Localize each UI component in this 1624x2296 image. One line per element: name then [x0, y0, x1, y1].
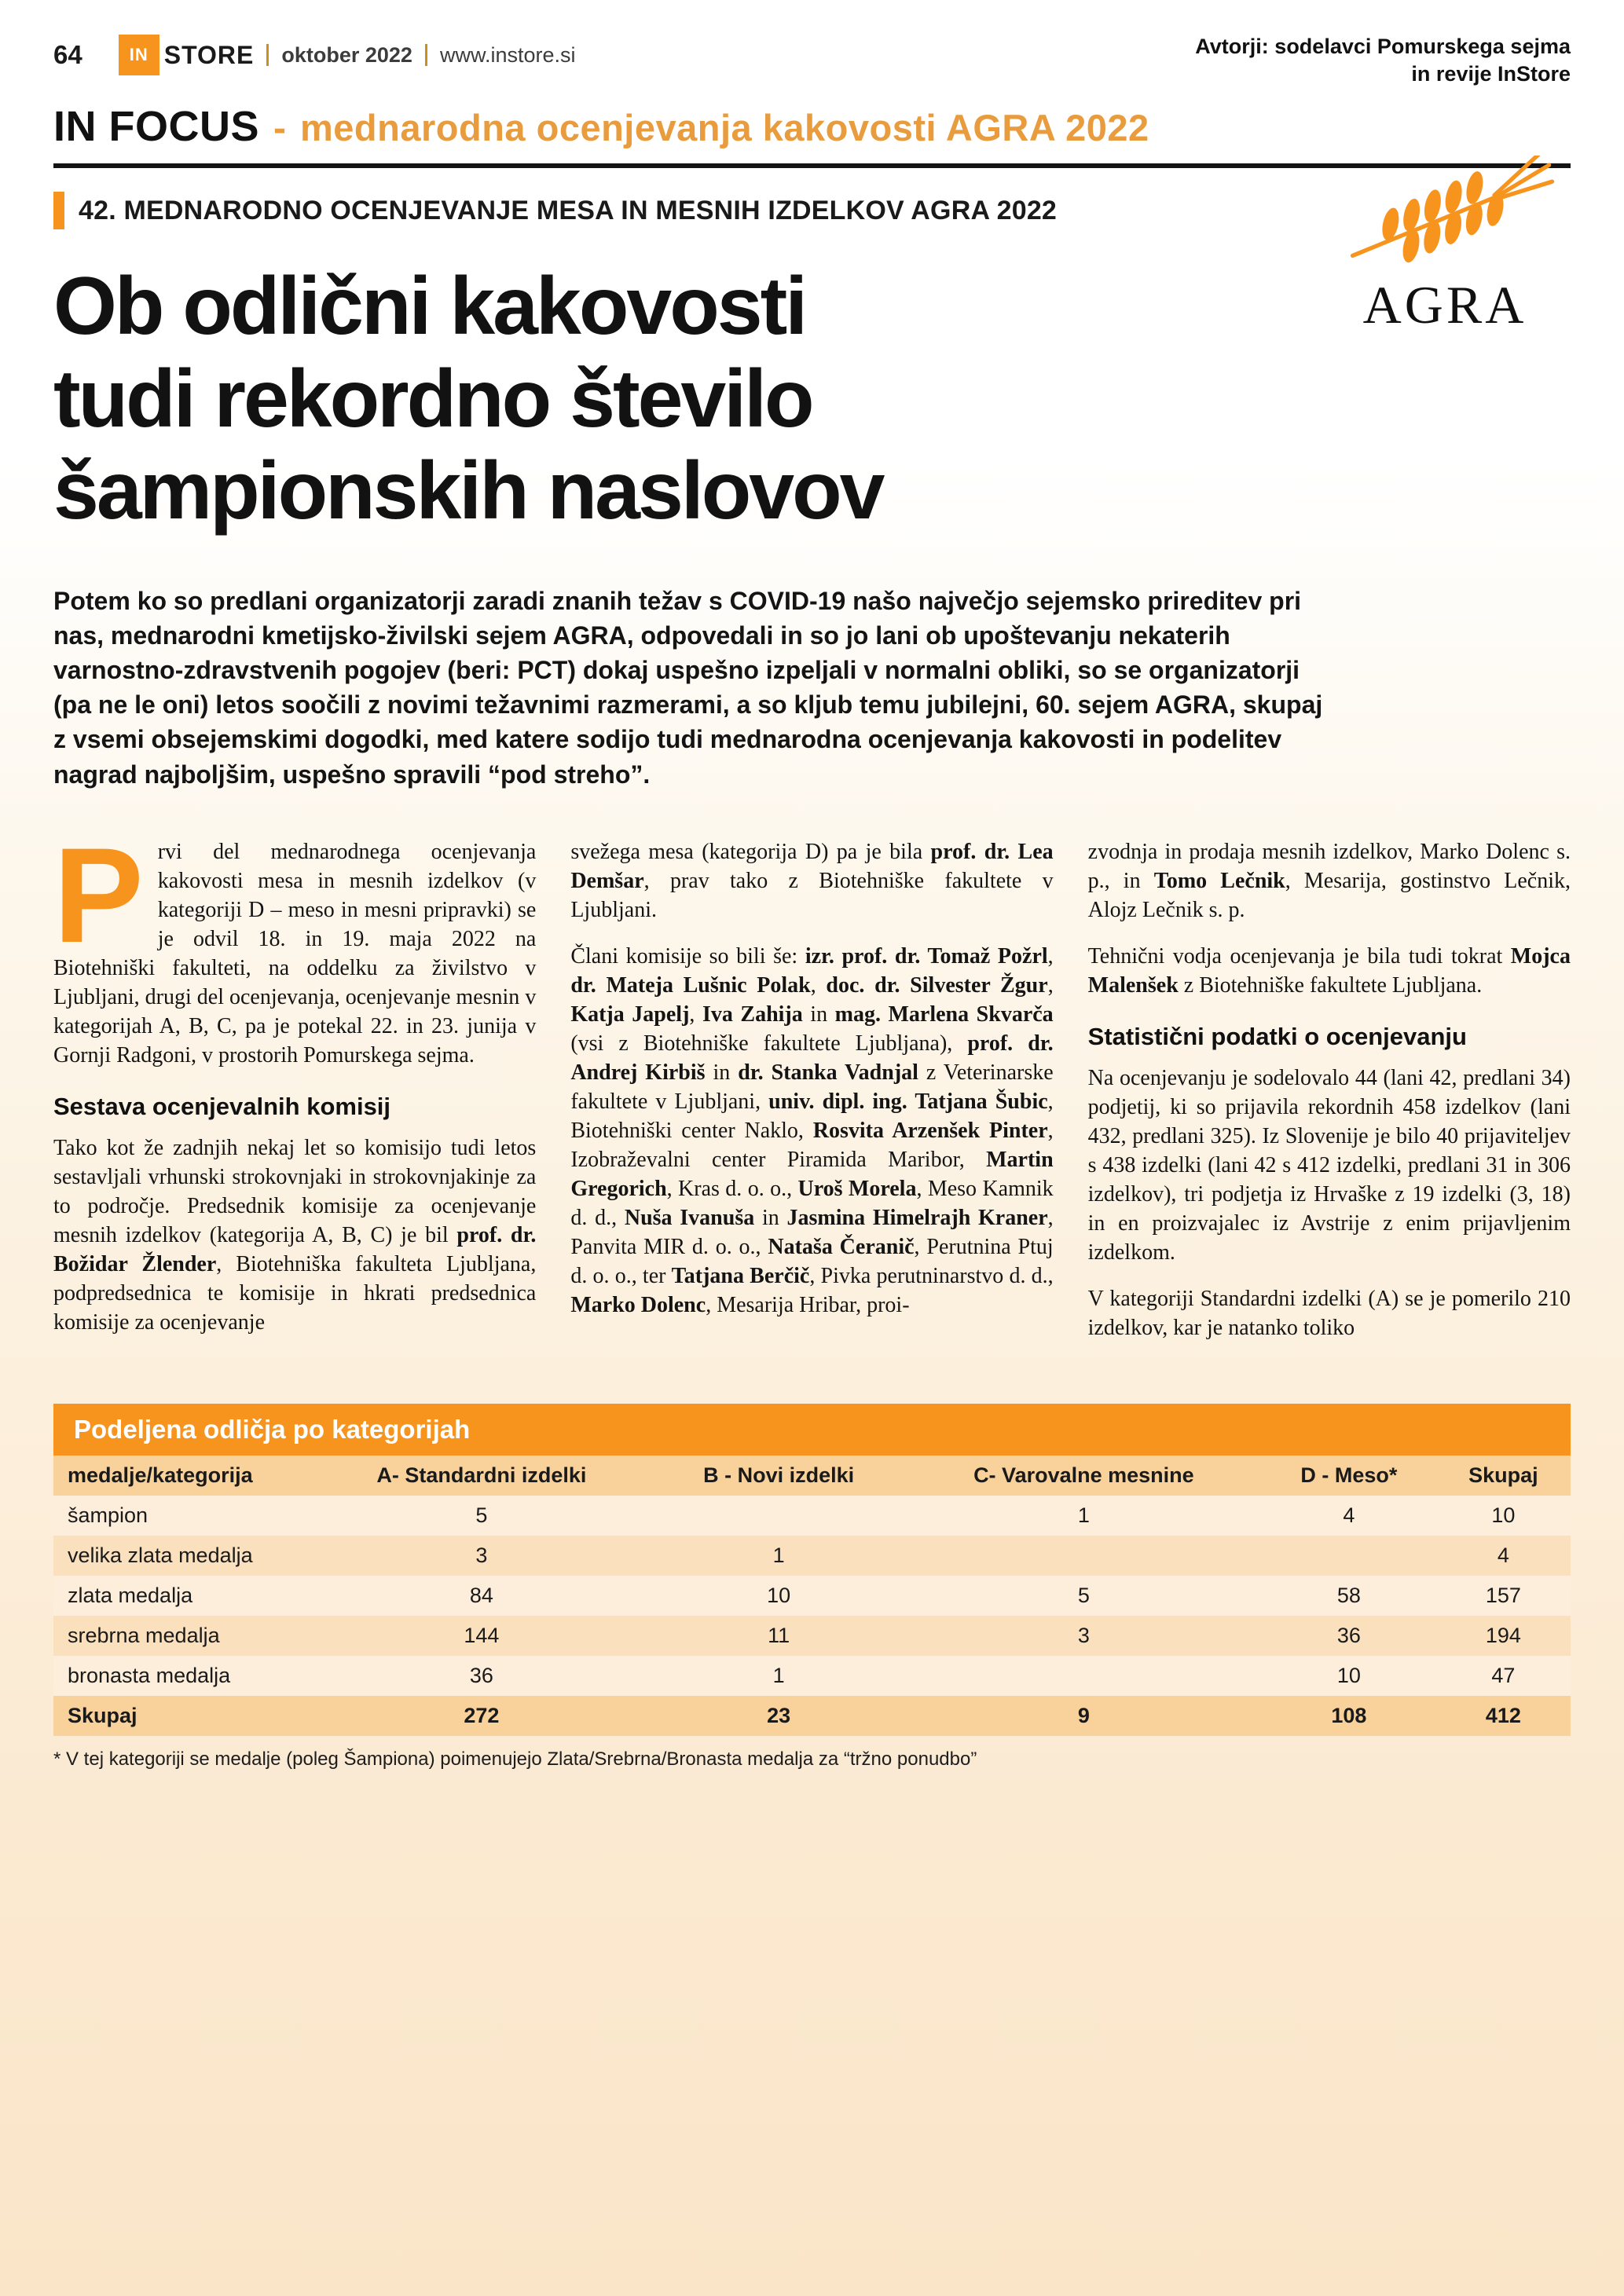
article-kicker: 42. MEDNARODNO OCENJEVANJE MESA IN MESNIH IZDELKOV AGRA 2022 [79, 195, 1058, 225]
table-cell: 10 [652, 1576, 906, 1616]
issue-date: oktober 2022 [281, 42, 412, 67]
headline-line: Ob odlični kakovosti [53, 261, 806, 353]
table-cell: bronasta medalja [53, 1656, 311, 1696]
table-cell: 3 [311, 1536, 651, 1576]
table-cell [652, 1496, 906, 1536]
table-cell: 157 [1436, 1576, 1571, 1616]
headline-line: tudi rekordno število [53, 353, 812, 445]
column-3 [1088, 837, 1571, 1360]
separator [425, 44, 427, 66]
table-cell: 23 [652, 1696, 906, 1736]
table-cell [1262, 1536, 1436, 1576]
table-row [53, 1496, 1571, 1536]
medal-table-section [53, 1404, 1571, 1771]
medal-table [53, 1456, 1571, 1736]
paragraph [53, 819, 537, 1070]
site-url: www.instore.si [439, 42, 576, 67]
paragraph: Na ocenjevanju je sodelovalo 44 (lani 42, predlani 34) podjetij, ki so prijavila rekordnih 458 izdelkov (lani 432, predlani 325). Iz Slovenije je bilo 40 prijaviteljev s 438 izdelki (lani 42 s 412 izdelki, predlani 31 in 306 izdelkov), tri podjetja iz Hrvaške z 19 izdelki (3, 18) in en proizvajalec iz Avstrije z enim prijavljenim izdelkom. [1087, 1065, 1571, 1265]
table-cell: 11 [652, 1616, 906, 1656]
brand-name: STORE [163, 40, 255, 69]
table-cell: 108 [1262, 1696, 1436, 1736]
accent-bar [53, 192, 64, 229]
table-cell: 58 [1262, 1576, 1436, 1616]
column-header: C- Varovalne mesnine [906, 1456, 1262, 1496]
table-cell: 144 [311, 1616, 651, 1656]
separator [266, 44, 269, 66]
wheat-icon [1315, 156, 1575, 273]
column-1 [53, 819, 537, 1360]
table-cell: 36 [1262, 1616, 1436, 1656]
table-cell: 412 [1436, 1696, 1571, 1736]
authors-line: Avtorji: sodelavci Pomurskega sejma [1195, 35, 1571, 58]
table-cell [906, 1656, 1262, 1696]
table-cell: 4 [1436, 1536, 1571, 1576]
table-cell: 10 [1436, 1496, 1571, 1536]
instore-logo: IN [119, 35, 159, 75]
subheading: Statistični podatki o ocenjevanju [1087, 1022, 1467, 1050]
table-cell: 9 [906, 1696, 1262, 1736]
column-header: A- Standardni izdelki [311, 1456, 651, 1496]
table-cell: 36 [311, 1656, 651, 1696]
section-label: IN FOCUS [53, 103, 260, 151]
table-row [53, 1616, 1571, 1656]
paragraph: zvodnja in prodaja mesnih izdelkov, Marko Dolenc s. p., in Tomo Lečnik, Mesarija, gostinstvo Lečnik, Alojz Lečnik s. p. [1087, 839, 1571, 922]
column-2 [570, 837, 1053, 1360]
subheading: Sestava ocenjevalnih komisij [53, 1092, 391, 1120]
table-cell: 1 [652, 1656, 906, 1696]
authors-note [1195, 33, 1571, 88]
table-cell: 272 [311, 1696, 651, 1736]
column-header: B - Novi izdelki [652, 1456, 906, 1496]
table-row [53, 1656, 1571, 1696]
table-cell: 1 [652, 1536, 906, 1576]
table-cell: 194 [1436, 1616, 1571, 1656]
paragraph: svežega mesa (kategorija D) pa je bila prof. dr. Lea Demšar, prav tako z Biotehniške fakultete v Ljubljani. [570, 839, 1054, 922]
section-title: mednarodna ocenjevanja kakovosti AGRA 2022 [300, 107, 1149, 149]
table-cell: Skupaj [53, 1696, 311, 1736]
column-header: medalje/kategorija [53, 1456, 311, 1496]
page-number: 64 [53, 40, 82, 69]
masthead [53, 33, 1571, 88]
headline [53, 261, 1342, 538]
table-row [53, 1536, 1571, 1576]
paragraph: Tehnični vodja ocenjevanja je bila tudi tokrat Mojca Malenšek z Biotehniške fakultete Ljubljana. [1087, 943, 1571, 998]
table-cell: velika zlata medalja [53, 1536, 311, 1576]
headline-line: šampionskih naslovov [53, 445, 883, 537]
table-total-row [53, 1696, 1571, 1736]
table-cell: 84 [311, 1576, 651, 1616]
table-title-bar: Podeljena odličja po kategorijah [53, 1404, 1571, 1456]
agra-wordmark: AGRA [1362, 275, 1527, 335]
article-body [53, 819, 1571, 1360]
table-cell: 47 [1436, 1656, 1571, 1696]
paragraph-text: rvi del mednarodnega ocenjevanja kakovosti mesa in mesnih izdelkov (v kategoriji D – meso in mesni pripravki) se je odvil 18. in 19. maja 2022 na Biotehniški fakulteti, na oddelku za živilstvo v Ljubljani, drugi del ocenjevanja, ocenjevanje mesnin v kategorijah A, B, C, pa je potekal 22. in 23. junija v Gornji Radgoni, v prostorih Pomurskega sejma. [53, 839, 537, 1067]
table-cell: zlata medalja [53, 1576, 311, 1616]
column-header: Skupaj [1436, 1456, 1571, 1496]
masthead-left [53, 33, 576, 77]
table-cell: srebrna medalja [53, 1616, 311, 1656]
paragraph: Tako kot že zadnjih nekaj let so komisijo tudi letos sestavljali vrhunski strokovnjaki in strokovnjakinje za to področje. Predsednik komisije za ocenjevanje mesnih izdelkov (kategorija A, B, C) je bil prof. dr. Božidar Žlender, Biotehniška fakulteta Ljubljana, podpredsednica te komisije in hkrati predsednica komisije za ocenjevanje [53, 1135, 537, 1335]
paragraph: Člani komisije so bili še: izr. prof. dr. Tomaž Požrl, dr. Mateja Lušnic Polak, doc. dr. Silvester Žgur, Katja Japelj, Iva Zahija in mag. Marlena Skvarča (vsi z Biotehniške fakultete Ljubljana), prof. dr. Andrej Kirbiš in dr. Stanka Vadnjal z Veterinarske fakultete v Ljubljani, univ. dipl. ing. Tatjana Šubic, Biotehniški center Naklo, Rosvita Arzenšek Pinter, Izobraževalni center Piramida Maribor, Martin Gregorich, Kras d. o. o., Uroš Morela, Meso Kamnik d. d., Nuša Ivanuša in Jasmina Himelrajh Kraner, Panvita MIR d. o. o., Nataša Čeranič, Perutnina Ptuj d. o. o., ter Tatjana Berčič, Pivka perutninarstvo d. d., Marko Dolenc, Mesarija Hribar, proi- [570, 943, 1054, 1317]
column-header: D - Meso* [1262, 1456, 1436, 1496]
table-cell: 1 [906, 1496, 1262, 1536]
table-cell: 4 [1262, 1496, 1436, 1536]
table-cell: šampion [53, 1496, 311, 1536]
authors-line: in revije InStore [1411, 62, 1571, 86]
table-cell: 10 [1262, 1656, 1436, 1696]
table-cell [906, 1536, 1262, 1576]
table-cell: 3 [906, 1616, 1262, 1656]
drop-cap: P [53, 819, 144, 971]
table-footnote: * V tej kategoriji se medalje (poleg Šampiona) poimenujejo Zlata/Srebrna/Bronasta medalja za “tržno ponudbo” [53, 1748, 977, 1770]
table-row [53, 1576, 1571, 1616]
table-header-row [53, 1456, 1571, 1496]
section-dash: - [273, 108, 286, 150]
lead-paragraph: Potem ko so predlani organizatorji zaradi znanih težav s COVID-19 našo največjo sejemsko prireditev pri nas, mednarodni kmetijsko-živilski sejem AGRA, odpovedali in so jo lani ob upoštevanju nekaterih varnostno-zdravstvenih pogojev (beri: PCT) dokaj uspešno izpeljali v normalni obliki, so se organizatorji (pa ne le oni) letos soočili z novimi težavnimi razmerami, a so kljub temu jubilejni, 60. sejem AGRA, skupaj z vsemi obsejemskimi dogodki, med katere sodijo tudi mednarodna ocenjevanja kakovosti in podelitev nagrad najboljšim, uspešno spravili “pod streho”. [53, 586, 1323, 789]
paragraph: V kategoriji Standardni izdelki (A) se je pomerilo 210 izdelkov, kar je natanko toliko [1087, 1286, 1571, 1340]
table-cell: 5 [311, 1496, 651, 1536]
table-cell: 5 [906, 1576, 1262, 1616]
agra-logo [1311, 156, 1578, 336]
